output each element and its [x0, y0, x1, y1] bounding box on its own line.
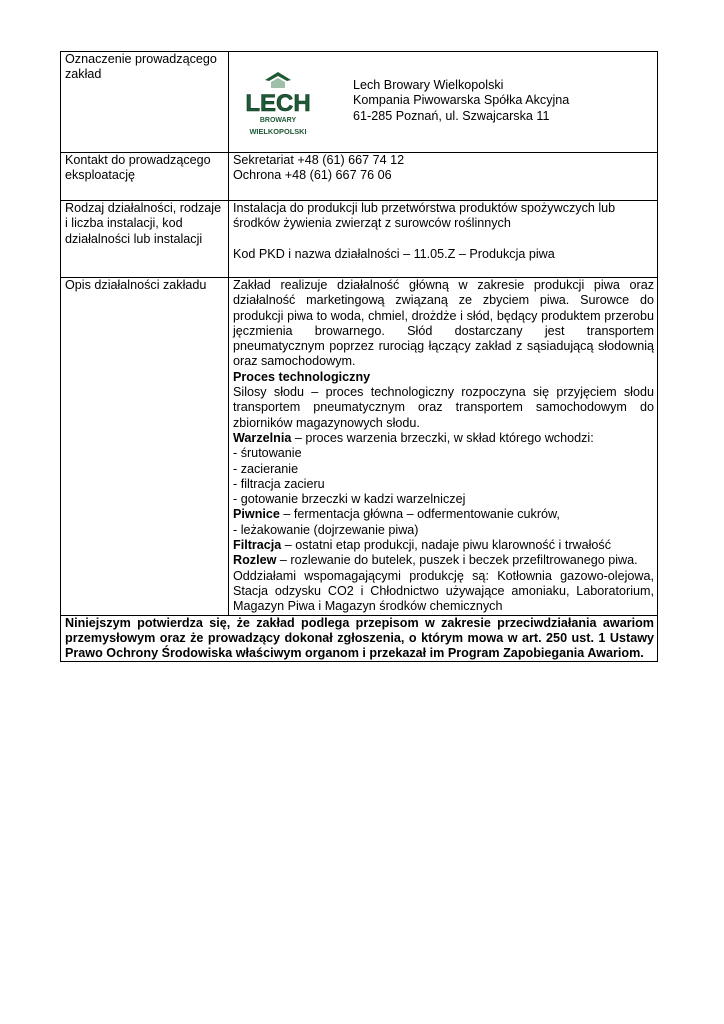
- bottling-line: [233, 553, 654, 568]
- cellars-line: [233, 507, 654, 522]
- row-footer: [61, 615, 658, 662]
- contact-secretariat: Sekretariat +48 (61) 667 74 12: [233, 153, 405, 167]
- contact-security: Ochrona +48 (61) 667 76 06: [233, 168, 392, 183]
- row-contact: [61, 153, 658, 201]
- operator-label: Oznaczenie prowadzącego zakład: [61, 52, 229, 153]
- brewhouse-text: – proces warzenia brzeczki, w skład którego wchodzi:: [291, 430, 594, 445]
- brewhouse-step-3: - filtracja zacieru: [233, 476, 325, 491]
- info-table: [60, 51, 658, 662]
- activity-installation: Instalacja do produkcji lub przetwórstwa produktów spożywczych lub środków żywienia zwierząt z surowców roślinnych: [233, 201, 616, 231]
- logo-sub-text-1: BROWARY: [259, 117, 297, 124]
- activity-pkd: Kod PKD i nazwa działalności – 11.05.Z – Produkcja piwa: [233, 246, 555, 261]
- brewhouse-term: Warzelnia: [233, 430, 292, 445]
- description-cell: [229, 278, 658, 616]
- brewhouse-step-4: - gotowanie brzeczki w kadzi warzelniczej: [233, 492, 466, 507]
- filtration-term: Filtracja: [233, 538, 282, 553]
- logo-main-text: LECH: [245, 90, 311, 117]
- cellars-step: - leżakowanie (dojrzewanie piwa): [233, 522, 419, 537]
- brewhouse-step-1: - śrutowanie: [233, 446, 302, 461]
- contact-cell: [229, 153, 658, 201]
- activity-label: Rodzaj działalności, rodzaje i liczba instalacji, kod działalności lub instalacji: [61, 201, 229, 278]
- operator-cell: [229, 52, 658, 153]
- row-description: [61, 278, 658, 616]
- contact-label: Kontakt do prowadzącego eksploatację: [61, 153, 229, 201]
- lech-logo-icon: [245, 66, 311, 146]
- activity-spacer: [233, 232, 654, 247]
- bottling-text: – rozlewanie do butelek, puszek i beczek przefiltrowanego piwa.: [276, 553, 638, 568]
- bottling-term: Rozlew: [233, 553, 277, 568]
- cellars-term: Piwnice: [233, 507, 280, 522]
- brewhouse-line: [233, 431, 654, 446]
- cellars-text: – fermentacja główna – odfermentowanie cukrów,: [279, 507, 560, 522]
- logo-sub-text-2: WIELKOPOLSKI: [249, 127, 307, 136]
- filtration-line: [233, 538, 654, 553]
- row-operator: [61, 52, 658, 153]
- description-label: Opis działalności zakładu: [61, 278, 229, 616]
- filtration-text: – ostatni etap produkcji, nadaje piwu klarowność i trwałość: [281, 538, 612, 553]
- operator-address: [353, 78, 569, 124]
- silos-text: Silosy słodu – proces technologiczny rozpoczyna się przyjęciem słodu transportem pneumatycznym oraz transportem samochodowym do zbiorników magazynowych słodu.: [233, 385, 654, 430]
- process-heading: Proces technologiczny: [233, 369, 371, 384]
- address-line-1: Lech Browary Wielkopolski: [353, 78, 504, 92]
- footer-statement: Niniejszym potwierdza się, że zakład podlega przepisom w zakresie przeciwdziałania awariom przemysłowym oraz że prowadzący dokonał zgłoszenia, o którym mowa w art. 250 ust. 1 Ustawy Prawo Ochrony Środowiska właściwym organom i przekazał im Program Zapobiegania Awariom.: [61, 615, 658, 662]
- address-line-2: Kompania Piwowarska Spółka Akcyjna: [353, 93, 570, 108]
- description-intro: Zakład realizuje działalność główną w zakresie produkcji piwa oraz działalność marketingową związaną ze zbyciem piwa. Surowce do produkcji piwa to woda, chmiel, drożdże i słód, będący produktem przerobu jęczmienia browarnego. Słód dostarczany jest transportem pneumatycznym poprzez rurociąg łączący zakład z sąsiadującą słodownią oraz samochodowym.: [233, 278, 654, 369]
- row-activity: [61, 201, 658, 278]
- address-line-3: 61-285 Poznań, ul. Szwajcarska 11: [353, 108, 550, 123]
- support-text: Oddziałami wspomagającymi produkcję są: Kotłownia gazowo-olejowa, Stacja odzysku CO2 i Chłodnictwo używające amoniaku, Laboratorium, Magazyn Piwa i Magazyn środków chemicznych: [233, 568, 654, 614]
- activity-cell: [229, 201, 658, 278]
- brewhouse-step-2: - zacieranie: [233, 461, 299, 476]
